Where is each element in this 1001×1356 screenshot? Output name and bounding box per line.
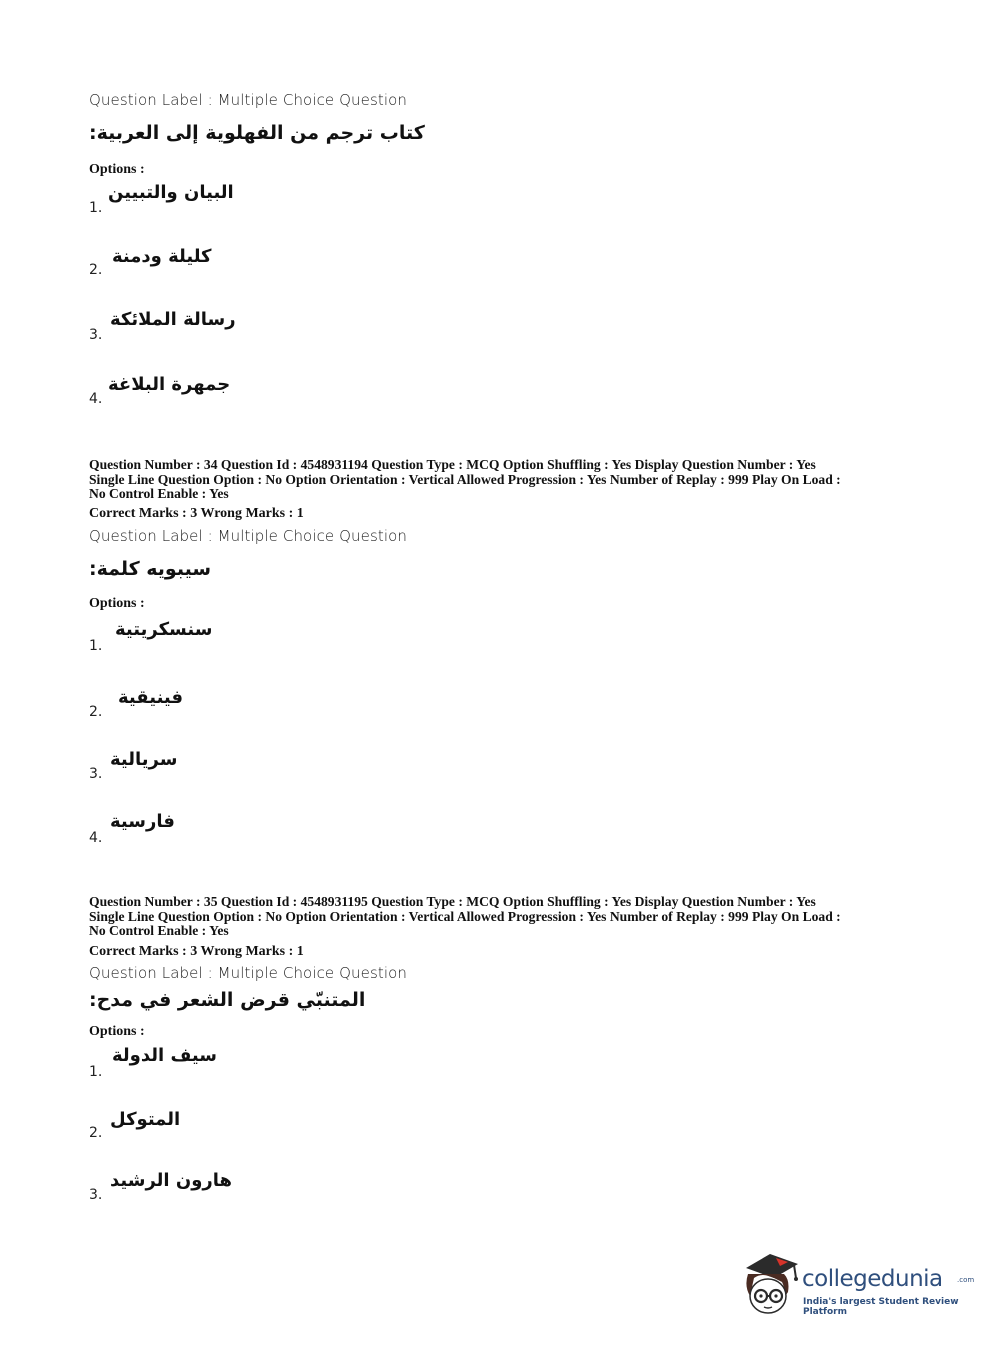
logo-mascot-icon (740, 1248, 802, 1316)
question-label: Question Label : Multiple Choice Question (89, 527, 408, 545)
option-number: 2. (89, 1125, 103, 1141)
option-number: 3. (89, 766, 103, 782)
options-header: Options : (89, 1024, 145, 1039)
meta-line: Question Number : 34 Question Id : 4548931194 Question Type : MCQ Option Shuffling : Yes Display Question Number : Yes (89, 457, 816, 472)
option-number: 4. (89, 391, 103, 407)
question-meta (89, 895, 919, 939)
option-text: فارسية (110, 811, 175, 832)
options-header: Options : (89, 596, 145, 611)
meta-line: No Control Enable : Yes (89, 486, 229, 502)
meta-line: No Control Enable : Yes (89, 923, 229, 939)
option-text: جمهرة البلاغة (108, 374, 231, 395)
option-text: هارون الرشيد (110, 1170, 232, 1191)
logo-wordmark: collegedunia (802, 1266, 943, 1292)
option-number: 2. (89, 262, 103, 278)
option-number: 3. (89, 327, 103, 343)
meta-line: Single Line Question Option : No Option Orientation : Vertical Allowed Progression : Yes Number of Replay : 999 Play On Load : (89, 908, 841, 924)
question-text: كتاب ترجم من الفهلوية إلى العربية: (89, 122, 425, 144)
question-label: Question Label : Multiple Choice Question (89, 964, 408, 982)
option-text: المتوكل (110, 1109, 181, 1130)
marks: Correct Marks : 3 Wrong Marks : 1 (89, 944, 304, 959)
option-text: سيف الدولة (112, 1045, 217, 1066)
options-header: Options : (89, 162, 145, 177)
meta-line: Question Number : 35 Question Id : 4548931195 Question Type : MCQ Option Shuffling : Yes Display Question Number : Yes (89, 894, 816, 909)
option-text: رسالة الملائكة (110, 309, 236, 330)
option-number: 1. (89, 200, 103, 216)
question-text: سيبويه كلمة: (89, 558, 212, 580)
option-text: فينيقية (118, 687, 184, 708)
question-meta (89, 458, 919, 502)
option-text: كليلة ودمنة (112, 246, 212, 267)
option-number: 3. (89, 1187, 103, 1203)
option-text: البيان والتبيين (108, 182, 234, 203)
question-label: Question Label : Multiple Choice Question (89, 91, 408, 109)
logo-tagline: India's largest Student Review Platform (803, 1297, 959, 1317)
question-text: المتنبّي قرض الشعر في مدح: (89, 989, 366, 1011)
option-number: 1. (89, 638, 103, 654)
option-number: 2. (89, 704, 103, 720)
marks: Correct Marks : 3 Wrong Marks : 1 (89, 506, 304, 521)
option-number: 4. (89, 830, 103, 846)
option-text: سنسكريتية (115, 619, 213, 640)
option-number: 1. (89, 1064, 103, 1080)
option-text: سريالية (110, 749, 178, 770)
logo-domain-suffix: .com (957, 1276, 975, 1284)
meta-line: Single Line Question Option : No Option Orientation : Vertical Allowed Progression : Yes Number of Replay : 999 Play On Load : (89, 471, 841, 487)
